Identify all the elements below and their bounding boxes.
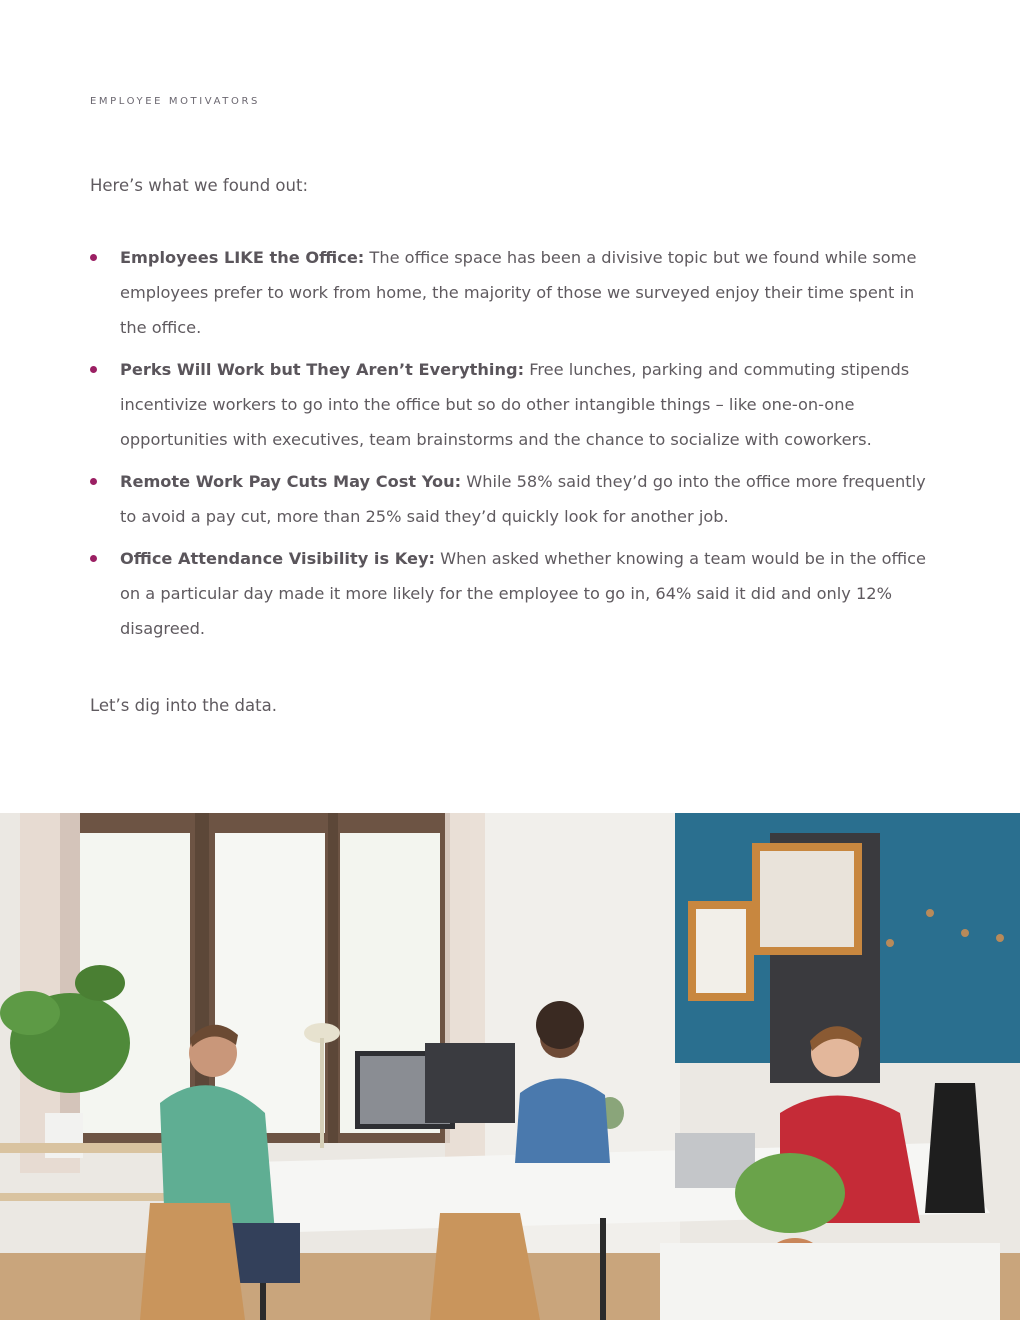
finding-body: The office space has been a divisive topic but we found while some employees prefer to work from home, the majority of those we surveyed enjoy their time spent in the office. bbox=[120, 248, 917, 337]
bullet-dot-icon bbox=[90, 478, 97, 485]
finding-title: Remote Work Pay Cuts May Cost You: bbox=[120, 472, 462, 491]
finding-body: Free lunches, parking and commuting stipends incentivize workers to go into the office but so do other intangible things – like one-on-one opportunities with executives, team brainstorms and the chance to socialize with coworkers. bbox=[120, 360, 910, 449]
intro-text: Here’s what we found out: bbox=[90, 176, 309, 195]
finding-item bbox=[90, 240, 940, 345]
office-photo bbox=[0, 813, 1020, 1320]
outro-text: Let’s dig into the data. bbox=[90, 696, 277, 715]
finding-title: Perks Will Work but They Aren’t Everything: bbox=[120, 360, 525, 379]
eyebrow-label: EMPLOYEE MOTIVATORS bbox=[90, 96, 260, 107]
bullet-dot-icon bbox=[90, 254, 97, 261]
bullet-dot-icon bbox=[90, 555, 97, 562]
findings-list bbox=[90, 240, 940, 653]
finding-title: Office Attendance Visibility is Key: bbox=[120, 549, 435, 568]
finding-title: Employees LIKE the Office: bbox=[120, 248, 365, 267]
finding-body: When asked whether knowing a team would be in the office on a particular day made it more likely for the employee to go in, 64% said it did and only 12% disagreed. bbox=[120, 549, 927, 638]
finding-body: While 58% said they’d go into the office more frequently to avoid a pay cut, more than 25% said they’d quickly look for another job. bbox=[120, 472, 926, 526]
finding-item bbox=[90, 464, 940, 534]
bullet-dot-icon bbox=[90, 366, 97, 373]
finding-item bbox=[90, 541, 940, 646]
office-illustration bbox=[0, 813, 1020, 1320]
finding-item bbox=[90, 352, 940, 457]
